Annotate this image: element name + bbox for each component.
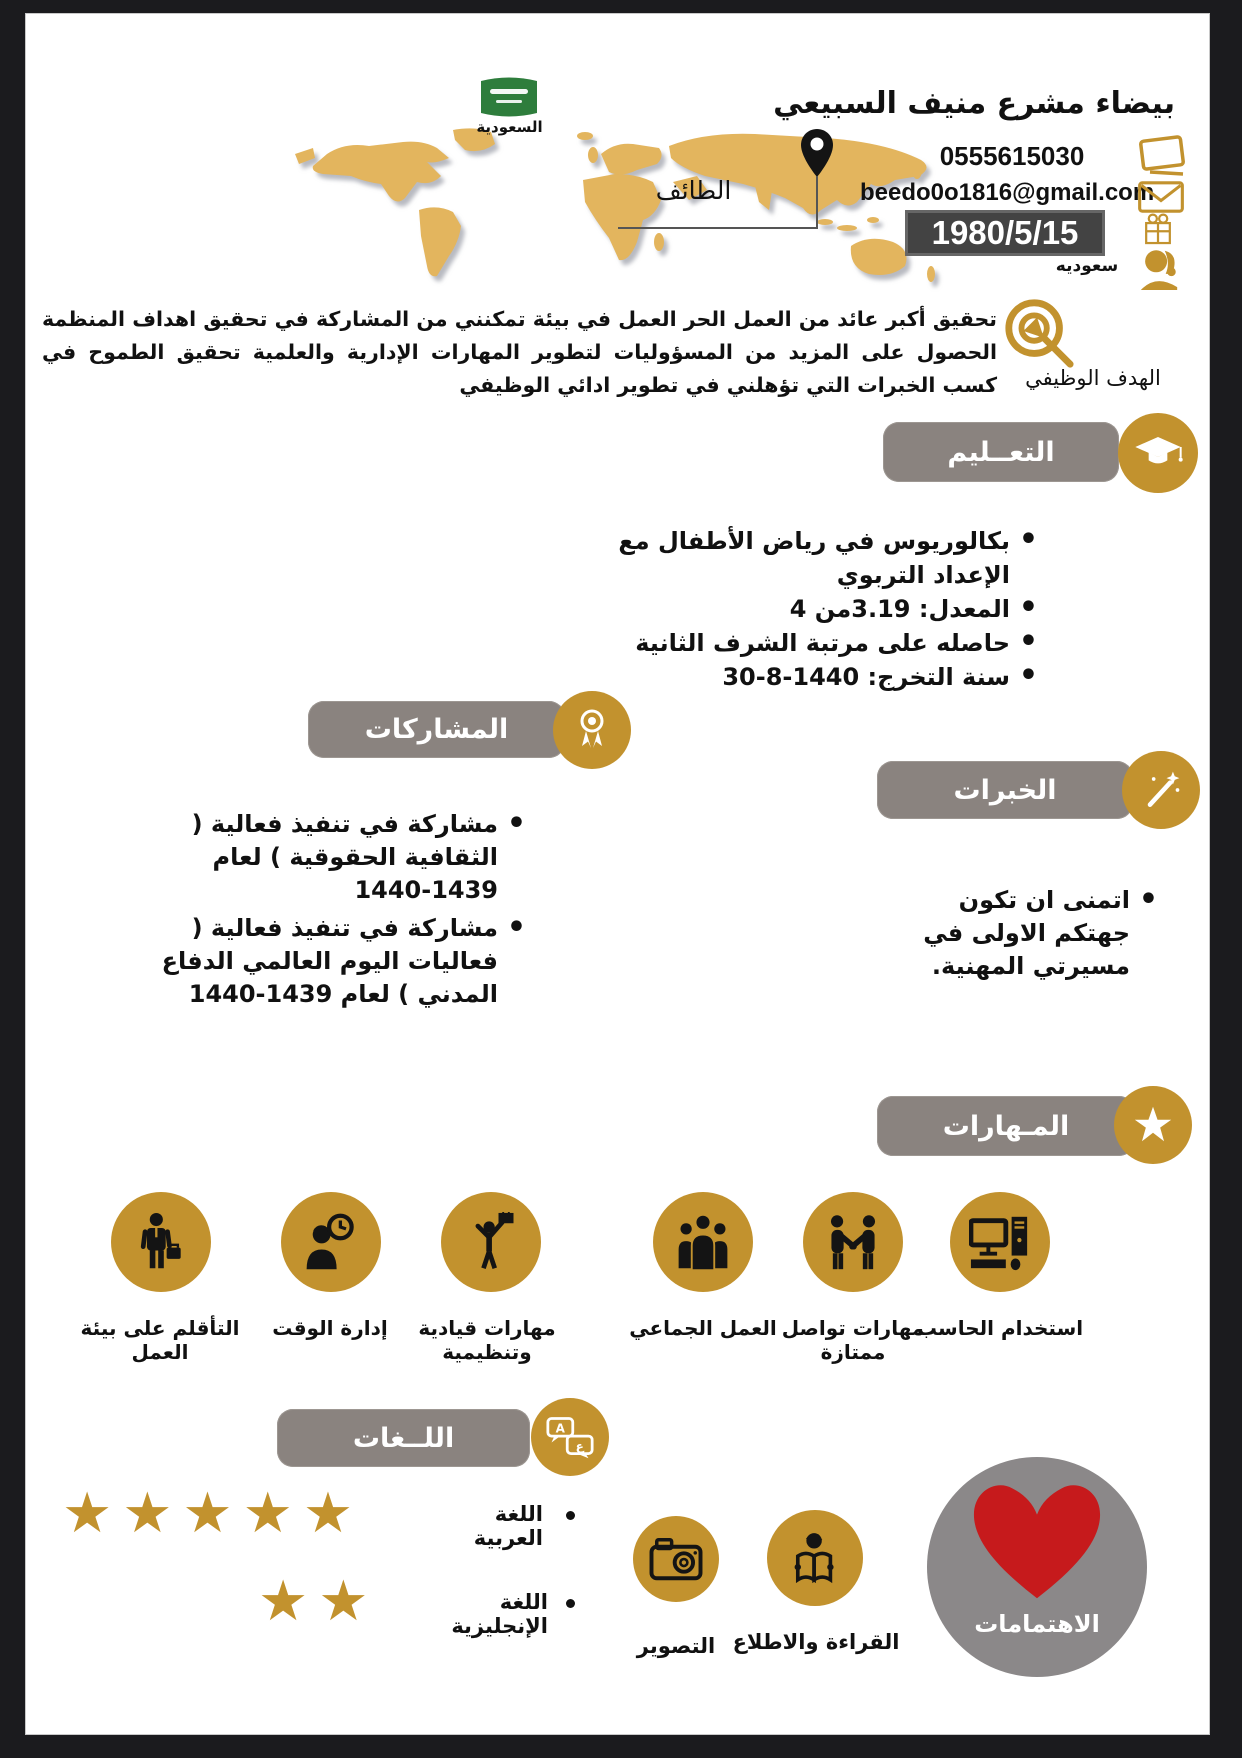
education-item: • حاصله على مرتبة الشرف الثانية [590,626,1040,660]
graduation-cap-icon [1130,433,1186,473]
girl-silhouette-icon [1136,246,1182,290]
experience-badge [1122,751,1200,829]
section-header-languages: اللــغات [277,1409,530,1467]
country-label: السعودية [476,118,543,136]
section-header-interests: الاهتمامات [974,1610,1100,1638]
time-management-icon [301,1212,361,1272]
skill-label: استخدام الحاسب [916,1316,1084,1340]
skill-label: مهارات تواصل ممتازة [781,1316,925,1364]
email-address: beedo0o1816@gmail.com [860,179,1155,206]
education-list [590,524,1040,694]
svg-text:ع: ع [575,1438,584,1453]
section-header-participations: المشاركات [308,701,565,758]
education-item: • بكالوريوس في رياض الأطفال مع الإعداد التربوي [590,524,1040,592]
interest-label: التصوير [636,1634,716,1658]
skill-circle-computer [950,1192,1050,1292]
section-header-skills: المـهارات [877,1096,1135,1156]
language-label-english: اللغة الإنجليزية [451,1590,548,1638]
star-icon [1127,1099,1179,1151]
phone-number: 0555615030 [939,141,1085,171]
skill-circle-adaptability [111,1192,211,1292]
pin-connector-horizontal [618,227,818,229]
tablet-icon [1136,134,1188,176]
interest-circle-photography [633,1516,719,1602]
target-icon [1002,296,1076,370]
pin-connector-vertical [816,176,818,228]
world-map [285,124,975,292]
skill-circle-teamwork [653,1192,753,1292]
objective-text: تحقيق أكبر عائد من العمل الحر العمل في بيئة تمكنني من المشاركة في تحقيق اهداف المنظمة الحصول على المزيد من المسؤوليات لتطوير المهارات الإدارية والعلمية تحقيق الطموح في كسب الخبرات التي تؤهلني في تطوير ادائي الوظيفي [42,307,997,397]
translate-icon [546,1415,594,1459]
arabic-bullet [566,1511,575,1520]
award-ribbon-icon [571,708,613,752]
education-item: • المعدل: 3.19من 4 [590,592,1040,626]
svg-text:A: A [555,1421,565,1436]
nationality-label: سعوديه [1055,256,1119,276]
languages-badge [531,1398,609,1476]
person-name: بيضاء مشرع منيف السبيعي [773,86,1175,121]
experience-item: • اتمنى ان تكون جهتكم الاولى في مسيرتي المهنية. [890,884,1160,983]
participation-item: • مشاركة في تنفيذ فعالية ( فعاليات اليوم العالمي الدفاع المدني ) لعام 1439-1440 [128,912,528,1011]
handshake-icon [823,1212,883,1272]
participations-badge [553,691,631,769]
arabic-stars-rating: ★★★★★ [62,1481,364,1546]
participation-item: • مشاركة في تنفيذ فعالية ( الثقافية الحقوقية ) لعام 1439-1440 [128,808,528,907]
heart-icon [962,1475,1112,1607]
skill-circle-leadership [441,1192,541,1292]
work-adaptability-icon [131,1212,191,1272]
english-stars-rating: ★★ [258,1569,379,1634]
objective-label: الهدف الوظيفي [1025,366,1161,390]
skill-label: مهارات قيادية وتنظيمية [418,1316,556,1364]
experience-list [890,884,1160,983]
computer-icon [969,1211,1031,1273]
location-pin-icon [799,128,835,178]
skill-label: التأقلم على بيئة العمل [80,1316,240,1364]
gift-icon [1136,212,1180,246]
language-label-arabic: اللغة العربية [473,1502,543,1550]
english-bullet [566,1599,575,1608]
leadership-icon [461,1212,521,1272]
interest-label: القراءة والاطلاع [732,1630,900,1654]
skill-circle-time-management [281,1192,381,1292]
envelope-icon [1136,181,1186,213]
camera-icon [648,1534,704,1584]
teamwork-icon [673,1212,733,1272]
skill-label: إدارة الوقت [272,1316,388,1340]
birth-date-badge: 1980/5/15 [905,210,1105,256]
education-item: • سنة التخرج: 1440-8-30 [590,660,1040,694]
skills-badge [1114,1086,1192,1164]
saudi-flag-icon [479,76,539,118]
city-label: الطائف [655,176,732,205]
section-header-education: التعــليم [883,422,1119,482]
interest-circle-reading [767,1510,863,1606]
reading-icon [786,1529,844,1587]
skill-circle-communication [803,1192,903,1292]
skill-label: العمل الجماعي [629,1316,777,1340]
education-badge [1118,413,1198,493]
participations-list [128,808,528,1016]
section-header-experience: الخبرات [877,761,1133,819]
magic-wand-icon [1139,768,1183,812]
